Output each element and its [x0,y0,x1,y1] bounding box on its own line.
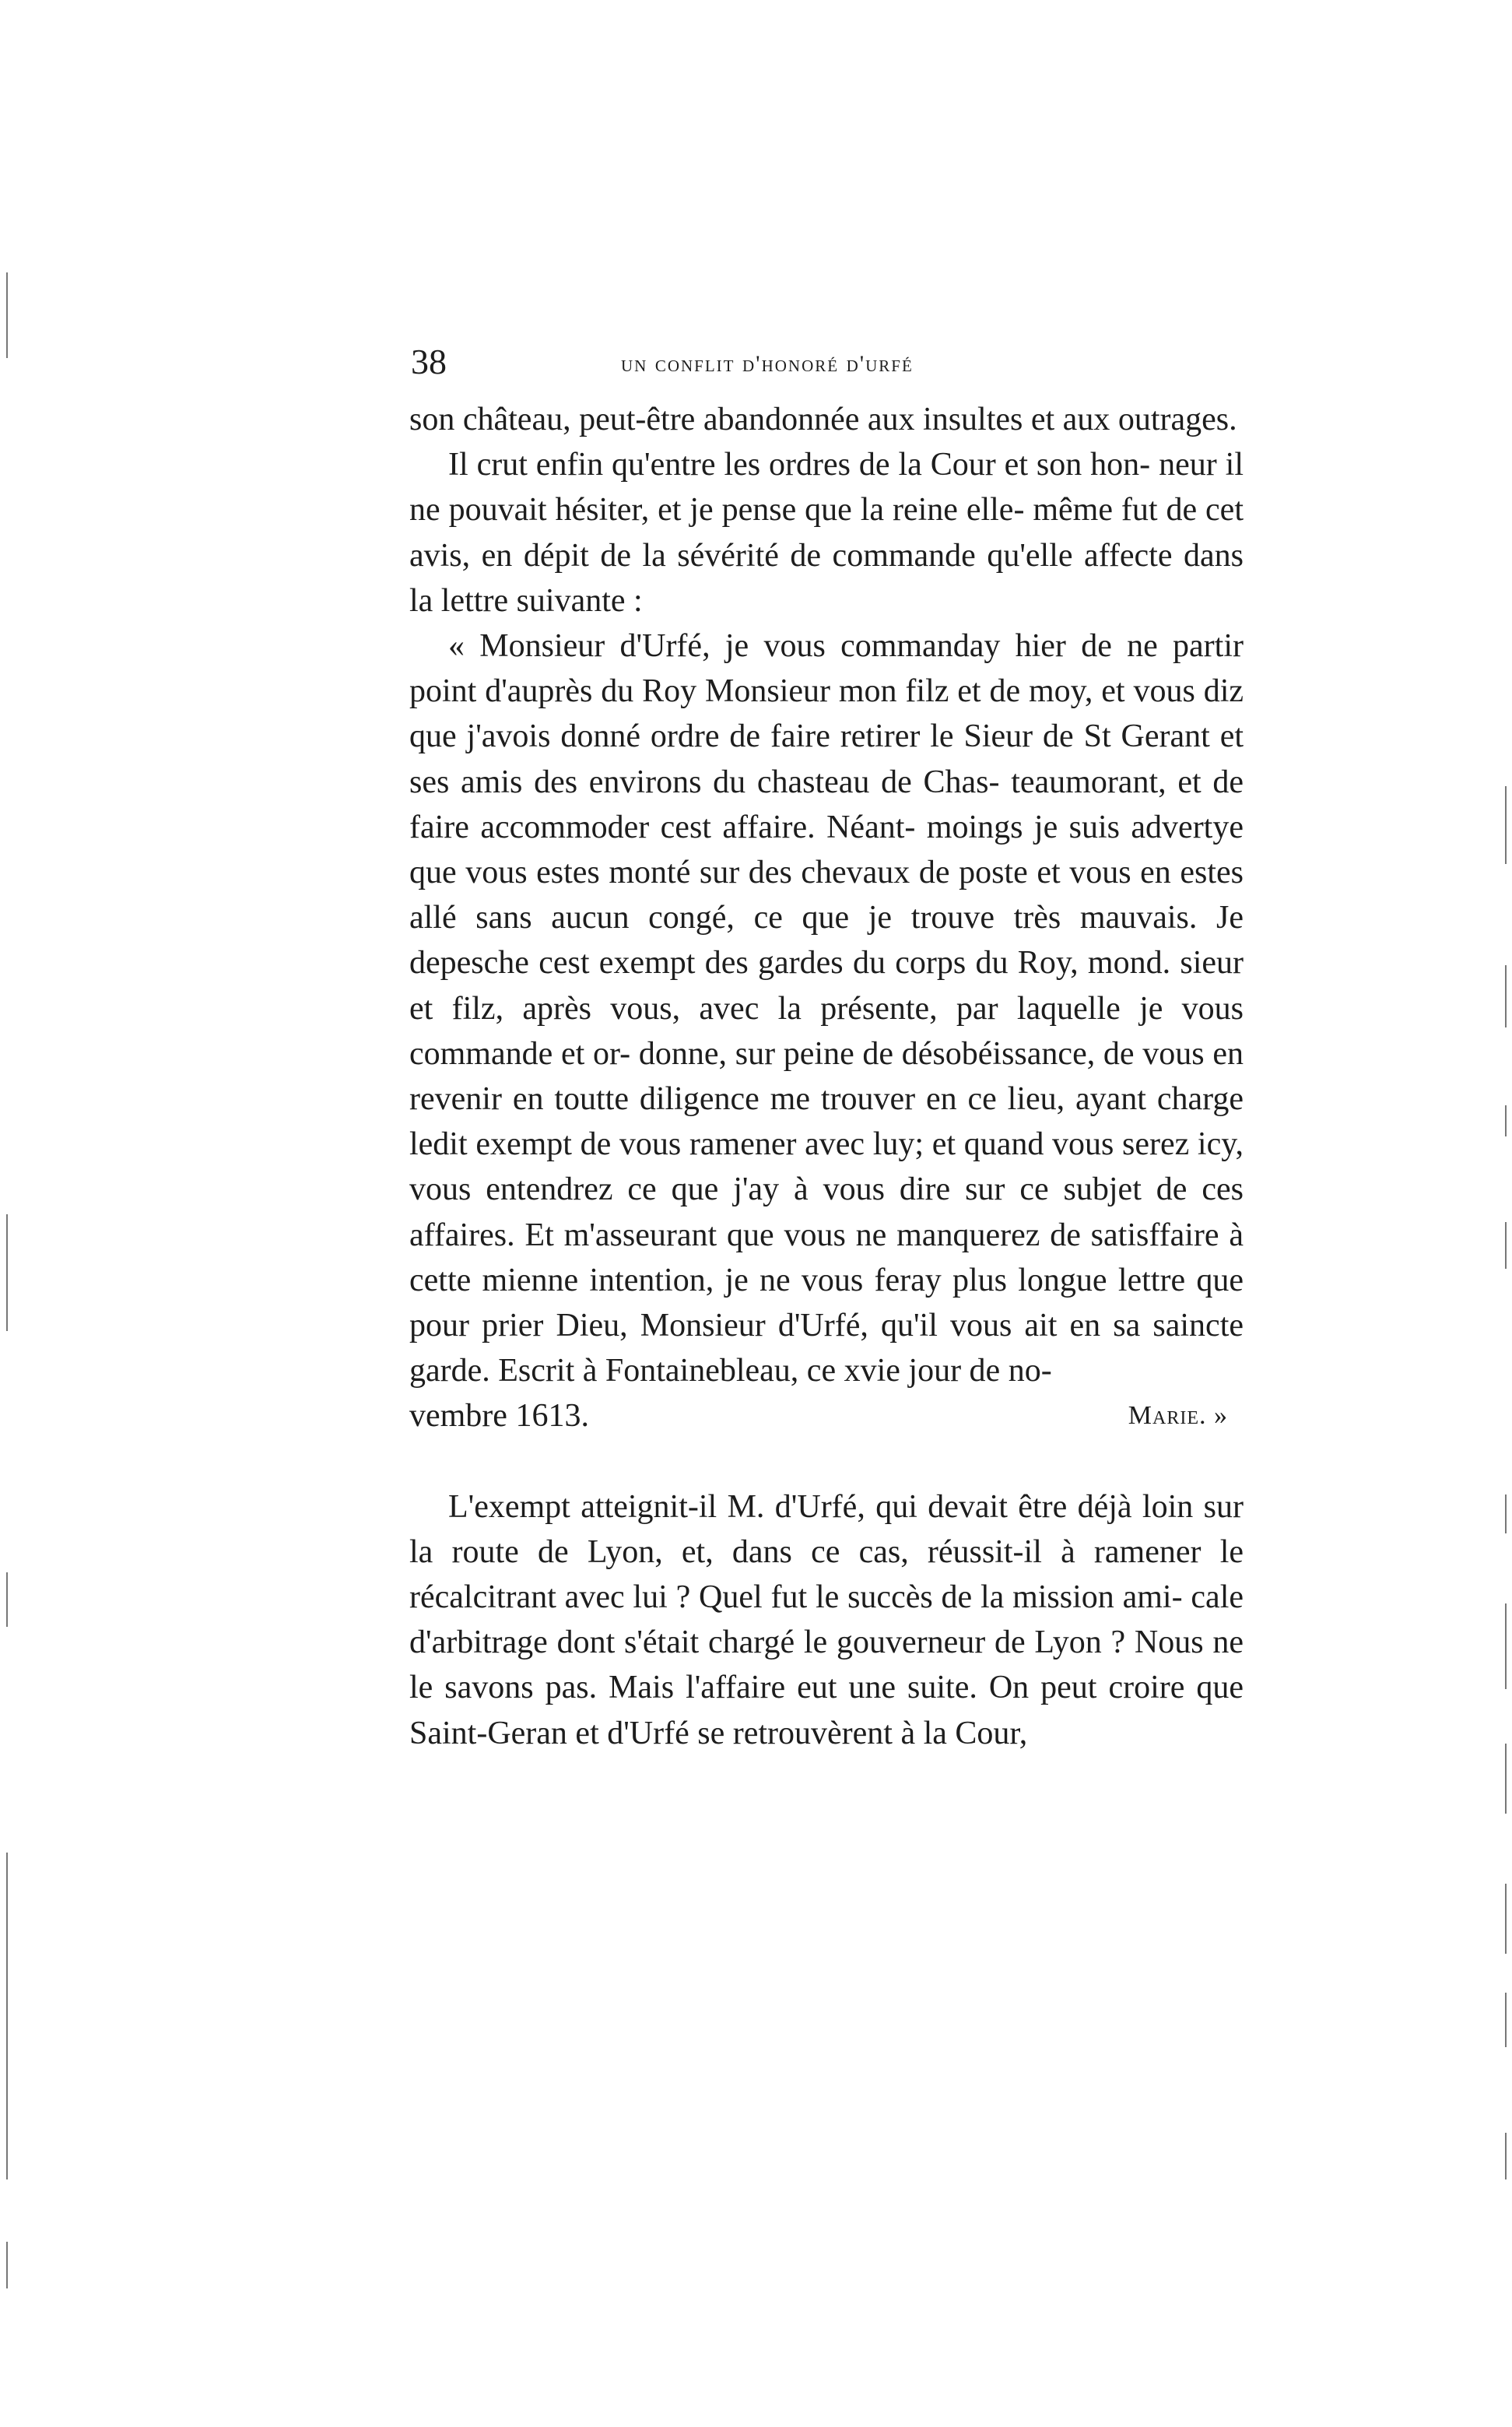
page-header [411,335,1247,389]
scan-mark [6,1572,8,1627]
text-line: moings je suis advertye que vous estes monté sur des [409,809,1244,891]
letter-closing-line [409,1393,1244,1438]
scan-mark [1505,965,1507,1027]
text-line: son château, peut-être abandonnée aux insultes et aux [409,402,1110,437]
scan-mark [1505,1884,1507,1954]
text-line: saincte garde. Escrit à Fontainebleau, ce xvie jour de no- [409,1308,1244,1389]
section-gap [409,1439,1244,1484]
scan-mark [1505,1603,1507,1689]
scan-mark [6,1214,8,1331]
text-line: neur il ne pouvait hésiter, et je pense que la reine elle- [409,447,1244,529]
text-line: ce que je trouve très mauvais. Je depesche cest exempt des [409,900,1244,982]
body-text [409,397,1244,1756]
letter-date-line: vembre 1613. [409,1398,589,1435]
text-line: exempt de vous ramener avec luy; et quand vous serez icy, [475,1126,1244,1163]
text-line: L'exempt atteignit-il M. d'Urfé, qui devait être déjà loin [448,1488,1194,1525]
letter-signature: Marie. » [1128,1401,1228,1431]
text-line: Il crut enfin qu'entre les ordres de la Cour et son hon- [448,447,1151,483]
text-line: cale d'arbitrage dont s'était chargé le gouverneur de Lyon ? [409,1579,1244,1661]
text-line: qu'elle affecte dans la lettre suivante : [409,537,1244,619]
paragraph-exempt [409,1484,1244,1756]
text-line: sur la route de Lyon, et, dans ce cas, réussit-il à ramener [409,1488,1244,1570]
text-line: même fut de cet avis, en dépit de la sévérité de commande [409,492,1244,574]
quoted-letter [409,623,1244,1393]
text-line: croire que Saint-Geran et d'Urfé se retrouvèrent à la Cour, [409,1670,1244,1751]
text-line: le récalcitrant avec lui ? Quel fut le succès de la mission ami- [409,1533,1244,1616]
running-head: un conflit d'honoré d'urfé [621,351,914,377]
scan-mark [6,1853,8,2179]
text-line: en toutte diligence me trouver en ce lieu, ayant charge ledit [409,1081,1244,1163]
paragraph-reine [409,442,1244,623]
text-line: « Monsieur d'Urfé, je vous commanday hier de ne partir [448,628,1244,665]
text-line: teaumorant, et de faire accommoder cest affaire. Néant- [409,764,1244,845]
scan-mark [1505,786,1507,864]
text-line: que pour prier Dieu, Monsieur d'Urfé, qu'il vous ait en sa [409,1262,1244,1344]
text-line: outrages. [1117,402,1237,437]
scan-mark [1505,1494,1507,1533]
scan-mark [1505,1222,1507,1269]
text-line: à cette mienne intention, je ne vous feray plus longue lettre [409,1217,1244,1298]
scan-mark [1505,1993,1507,2047]
text-line: affaires. Et m'asseurant que vous ne manquerez de satisffaire [409,1217,1219,1253]
text-line: vous diz que j'avois donné ordre de faire retirer le Sieur de [409,673,1244,755]
page-number: 38 [411,342,447,381]
scan-mark [1505,2133,1507,2179]
text-line: Nous ne le savons pas. Mais l'affaire eut une suite. On peut [409,1624,1244,1706]
text-line: chevaux de poste et vous en estes allé sans aucun congé, [409,855,1244,936]
text-line: donne, sur peine de désobéissance, de vous en revenir [409,1035,1244,1118]
text-line: vous entendrez ce que j'ay à vous dire sur ce subjet de ces [409,1171,1244,1208]
text-line: point d'auprès du Roy Monsieur mon filz et de moy, et [409,673,1125,710]
scan-mark [6,272,8,358]
text-line: avec la présente, par laquelle je vous commande et or- [409,990,1244,1072]
text-line: St Gerant et ses amis des environs du chasteau de Chas- [409,718,1244,800]
scan-mark [1505,1744,1507,1814]
scan-mark [1505,1105,1507,1136]
paragraph-continuation [409,397,1244,442]
text-line: gardes du corps du Roy, mond. sieur et filz, après vous, [409,945,1244,1027]
scan-mark [6,2242,8,2288]
